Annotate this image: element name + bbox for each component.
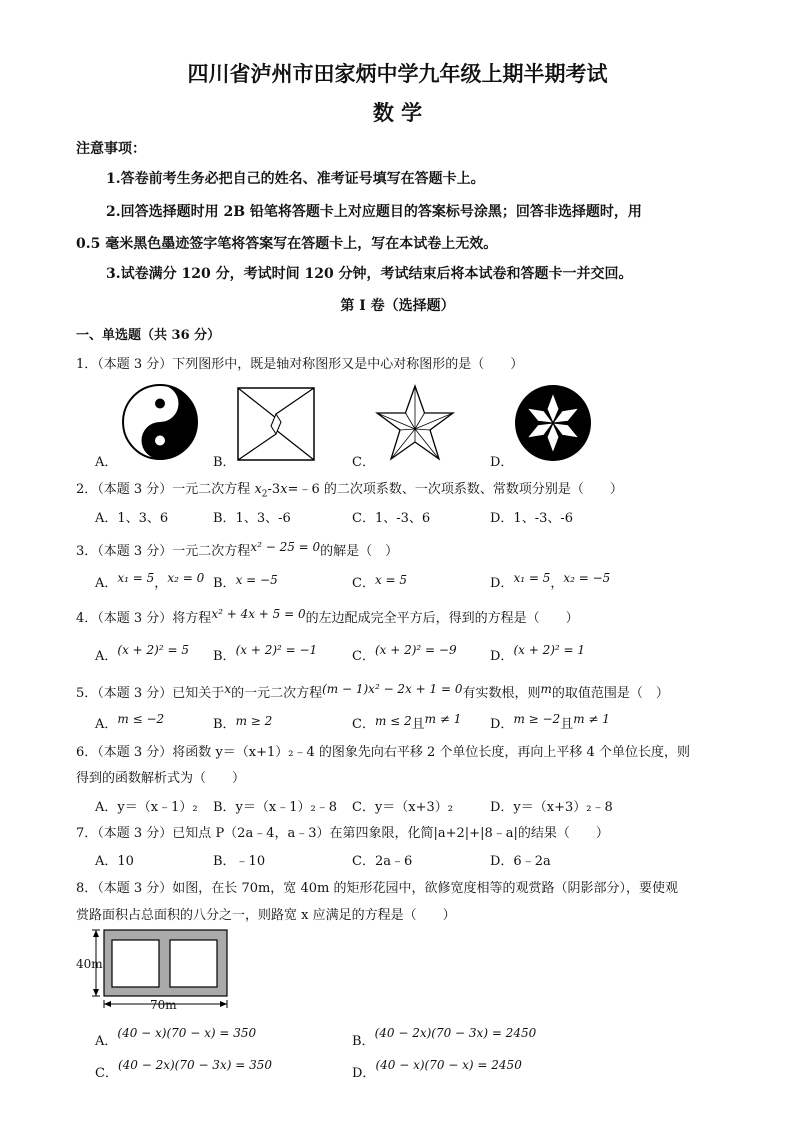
q4-option-a xyxy=(95,645,189,664)
q6-stem-line-1: 6．（本题 3 分）将函数 y＝（x+1）₂﹣4 的图象先向右平移 2 个单位长度，再向上平移 4 个单位长度，则 xyxy=(76,745,690,760)
q5-equation: (m − 1)x² − 2x + 1 = 0 xyxy=(322,682,463,696)
q5-option-c-and: 且 xyxy=(411,717,425,732)
five-pointed-star-figure xyxy=(372,383,458,463)
part-title: 第 I 卷（选择题） xyxy=(340,298,455,314)
q3-option-d-sep: ， xyxy=(550,576,564,591)
q3-option-b xyxy=(213,572,278,591)
q3-stem-b: 的解是（ ） xyxy=(320,544,399,559)
q8-option-b-math: (40 − 2x)(70 − 3x) = 2450 xyxy=(374,1026,537,1040)
q3-option-c xyxy=(352,572,407,591)
q2-stem xyxy=(76,478,623,500)
q2-sub-2: 2 xyxy=(261,489,268,500)
q4-option-d-math: (x + 2)² = 1 xyxy=(513,643,586,657)
q4-option-c-label: C． xyxy=(352,649,375,664)
q5-option-a-label: A． xyxy=(95,717,118,732)
q5-option-c-label: C． xyxy=(352,717,375,732)
q2-stem-c: =﹣6 的二次项系数、一次项系数、常数项分别是（ ） xyxy=(287,482,623,497)
q5-stem-b: 的一元二次方程 xyxy=(231,686,323,701)
q7-stem: 7．（本题 3 分）已知点 P（2a﹣4，a﹣3）在第四象限，化简|a+2|+|8﹣a|的结果（ ） xyxy=(76,826,609,841)
q5-option-d-math: m ≥ −2 xyxy=(513,712,561,726)
notice-item-1: 1.答卷前考生务必把自己的姓名、准考证号填写在答题卡上。 xyxy=(106,171,485,187)
q4-option-b xyxy=(213,645,317,664)
exam-title: 四川省泸州市田家炳中学九年级上期半期考试 xyxy=(187,61,608,86)
q5-option-b xyxy=(213,713,272,732)
q6-option-d: D．y＝（x+3）₂﹣8 xyxy=(490,800,613,815)
q7-option-b: B．﹣10 xyxy=(213,854,266,869)
q5-option-a-math: m ≤ −2 xyxy=(117,712,165,726)
q4-option-a-label: A． xyxy=(95,649,118,664)
q4-stem xyxy=(76,607,579,626)
q5-stem-a: 5．（本题 3 分）已知关于 xyxy=(76,686,225,701)
q3-stem xyxy=(76,540,398,559)
q2-var-x2: x xyxy=(254,482,262,497)
q2-stem-b: -3 xyxy=(267,482,281,497)
q2-var-x: x xyxy=(280,482,288,497)
q3-option-d-math-2: x₂ = −5 xyxy=(563,571,611,585)
q8-option-d xyxy=(352,1058,522,1081)
q8-option-a xyxy=(95,1026,257,1049)
notice-heading: 注意事项： xyxy=(76,141,146,157)
q8-option-c xyxy=(95,1058,272,1081)
q3-option-a-math-1: x₁ = 5 xyxy=(117,571,155,585)
q4-option-b-label: B． xyxy=(213,649,236,664)
q5-option-d-and: 且 xyxy=(560,717,574,732)
q2-option-d: D．1、-3、-6 xyxy=(490,511,574,526)
q3-option-a xyxy=(95,572,204,591)
q3-option-b-label: B． xyxy=(213,576,236,591)
q3-option-d-label: D． xyxy=(490,576,514,591)
q3-option-a-math-2: x₂ = 0 xyxy=(167,571,205,585)
q7-option-a: A．10 xyxy=(95,854,134,869)
q7-option-c: C．2a﹣6 xyxy=(352,854,413,869)
figure-height-label: 40m xyxy=(76,957,103,971)
q6-stem-line-2: 得到的函数解析式为（ ） xyxy=(76,771,246,786)
q3-option-a-sep: ， xyxy=(154,576,168,591)
figure-width-label: 70m xyxy=(150,998,177,1012)
subject-title: 数 学 xyxy=(372,100,423,125)
q8-option-c-label: C． xyxy=(95,1066,118,1081)
q5-option-c xyxy=(352,713,461,732)
q5-option-d-math-2: m ≠ 1 xyxy=(573,712,610,726)
q6-option-a: A．y＝（x﹣1）₂ xyxy=(95,800,198,815)
q5-stem-c: 有实数根，则 xyxy=(462,686,541,701)
q4-option-c-math: (x + 2)² = −9 xyxy=(374,643,457,657)
q8-stem-line-2: 赏路面积占总面积的八分之一，则路宽 x 应满足的方程是（ ） xyxy=(76,908,456,923)
q3-equation: x² − 25 = 0 xyxy=(250,540,321,554)
q8-stem-line-1: 8．（本题 3 分）如图，在长 70m，宽 40m 的矩形花园中，欲修宽度相等的观赏路（阴影部分），要使观 xyxy=(76,881,678,896)
q4-option-b-math: (x + 2)² = −1 xyxy=(235,643,318,657)
q5-var-m: m xyxy=(540,682,552,696)
q4-option-c xyxy=(352,645,457,664)
pinwheel-square-figure xyxy=(235,385,317,463)
q3-option-d-math-1: x₁ = 5 xyxy=(513,571,551,585)
q4-equation: x² + 4x + 5 = 0 xyxy=(211,607,306,621)
q5-stem xyxy=(76,682,669,701)
yin-yang-figure xyxy=(120,383,200,461)
q5-stem-d: 的取值范围是（ ） xyxy=(551,686,669,701)
q6-option-b: B．y＝（x﹣1）₂﹣8 xyxy=(213,800,337,815)
q4-option-d-label: D． xyxy=(490,649,514,664)
q2-stem-a: 2．（本题 3 分）一元二次方程 xyxy=(76,482,255,497)
q8-option-a-math: (40 − x)(70 − x) = 350 xyxy=(117,1026,257,1040)
q1-option-a: A． xyxy=(95,455,118,470)
notice-item-2-line-1: 2.回答选择题时用 2B 铅笔将答题卡上对应题目的答案标号涂黑；回答非选择题时，用 xyxy=(106,204,642,220)
q8-option-d-math: (40 − x)(70 − x) = 2450 xyxy=(375,1058,522,1072)
q3-option-a-label: A． xyxy=(95,576,118,591)
q2-option-b: B．1、3、-6 xyxy=(213,511,291,526)
q2-option-c: C．1、-3、6 xyxy=(352,511,431,526)
section-heading: 一、单选题（共 36 分） xyxy=(76,328,221,343)
q4-stem-b: 的左边配成完全平方后，得到的方程是（ ） xyxy=(305,611,579,626)
q4-option-a-math: (x + 2)² = 5 xyxy=(117,643,189,657)
q6-option-c: C．y＝（x+3）₂ xyxy=(352,800,453,815)
q5-var-x: x xyxy=(224,682,232,696)
q5-option-c-math-2: m ≠ 1 xyxy=(424,712,462,726)
notice-item-2-line-2: 0.5 毫米黑色墨迹签字笔将答案写在答题卡上，写在本试卷上无效。 xyxy=(76,236,498,252)
q4-option-d xyxy=(490,645,585,664)
q1-option-c: C． xyxy=(352,455,375,470)
q8-option-b-label: B． xyxy=(352,1034,375,1049)
q5-option-b-math: m ≥ 2 xyxy=(235,714,273,728)
q3-option-b-math: x = −5 xyxy=(235,573,278,587)
q7-option-d: D．6﹣2a xyxy=(490,854,551,869)
q3-option-d xyxy=(490,572,610,591)
q5-option-c-math: m ≤ 2 xyxy=(374,714,412,728)
notice-item-3: 3.试卷满分 120 分，考试时间 120 分钟，考试结束后将本试卷和答题卡一并交回。 xyxy=(106,266,633,282)
q1-option-d: D． xyxy=(490,455,514,470)
q8-option-c-math: (40 − 2x)(70 − 3x) = 350 xyxy=(117,1058,272,1072)
q3-stem-a: 3．（本题 3 分）一元二次方程 xyxy=(76,544,251,559)
q8-option-a-label: A． xyxy=(95,1034,118,1049)
q5-option-d-label: D． xyxy=(490,717,514,732)
q3-option-c-math: x = 5 xyxy=(374,573,408,587)
q5-option-a xyxy=(95,713,164,732)
q3-option-c-label: C． xyxy=(352,576,375,591)
q4-stem-a: 4．（本题 3 分）将方程 xyxy=(76,611,212,626)
q5-option-d xyxy=(490,713,610,732)
six-diamond-circle-figure xyxy=(512,383,594,463)
q5-option-b-label: B． xyxy=(213,717,236,732)
q2-option-a: A．1、3、6 xyxy=(95,511,169,526)
q1-stem: 1．（本题 3 分）下列图形中，既是轴对称图形又是中心对称图形的是（ ） xyxy=(76,357,524,372)
q1-option-b: B． xyxy=(213,455,236,470)
q8-option-b xyxy=(352,1026,537,1049)
q8-option-d-label: D． xyxy=(352,1066,376,1081)
